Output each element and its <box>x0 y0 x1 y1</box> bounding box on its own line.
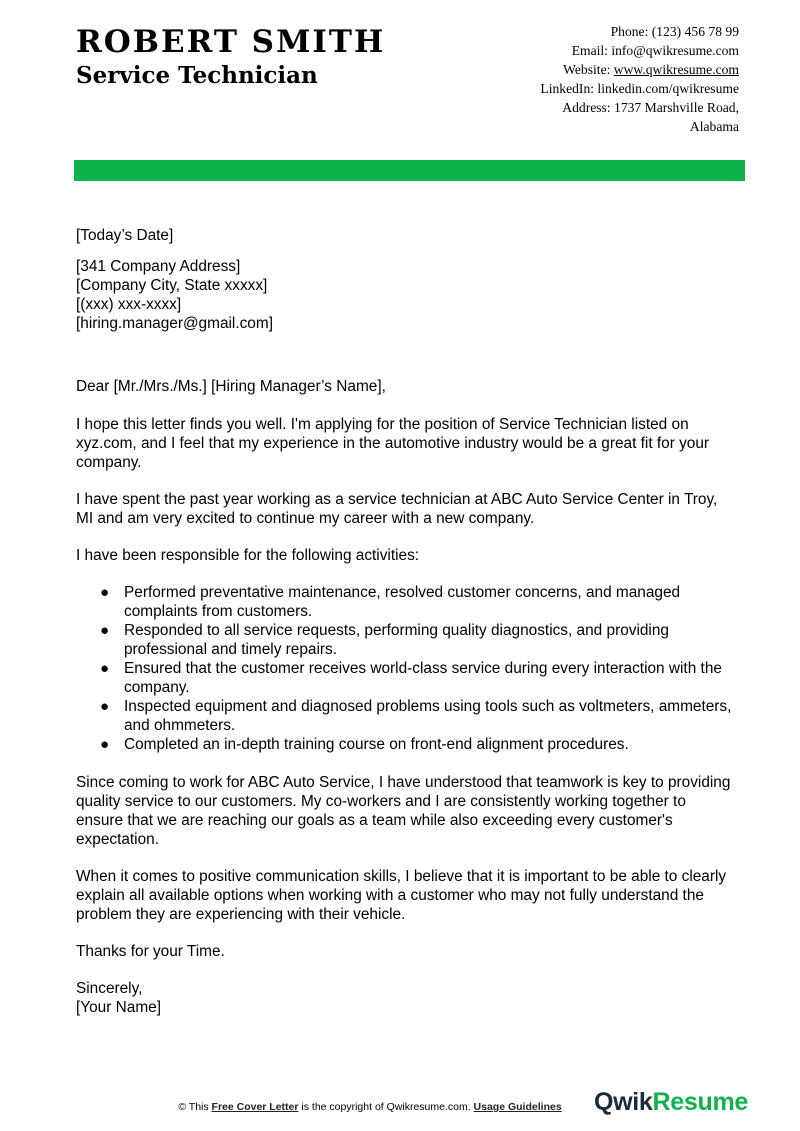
contact-linkedin: LinkedIn: linkedin.com/qwikresume <box>540 81 739 96</box>
closing: Sincerely, <box>76 980 143 997</box>
logo-part-resume: Resume <box>652 1088 749 1116</box>
bullet-icon: ● <box>100 736 110 753</box>
list-item <box>100 735 736 754</box>
signature: [Your Name] <box>76 999 161 1016</box>
header-accent-bar <box>74 160 745 181</box>
list-item <box>100 583 736 621</box>
recipient-line: [(xxx) xxx-xxxx] <box>76 296 182 313</box>
bullet-icon: ● <box>100 660 110 677</box>
letter-body <box>76 226 736 1017</box>
footer-middle: is the copyright of Qwikresume.com. <box>298 1101 474 1113</box>
letter-date: [Today’s Date] <box>76 227 174 244</box>
body-paragraph: When it comes to positive communication skills, I believe that it is important to be able to clearly explain all available options when working with a customer who may not fully understand the problem they are experiencing with their vehicle. <box>76 868 727 923</box>
usage-guidelines-link[interactable]: Usage Guidelines <box>473 1101 562 1113</box>
body-paragraph: I have spent the past year working as a service technician at ABC Auto Service Center in Troy, MI and am very excited to continue my career with a new company. <box>76 491 718 527</box>
list-item <box>100 697 736 735</box>
free-cover-letter-link[interactable]: Free Cover Letter <box>211 1101 299 1113</box>
bullet-icon: ● <box>100 698 110 715</box>
salutation: Dear [Mr./Mrs./Ms.] [Hiring Manager’s Name], <box>76 378 386 395</box>
list-item-text: Completed an in-depth training course on front-end alignment procedures. <box>124 736 629 753</box>
recipient-line: [Company City, State xxxxx] <box>76 277 268 294</box>
body-paragraph: Since coming to work for ABC Auto Service, I have understood that teamwork is key to providing quality service to our customers. My co-workers and I are consistently working together to ensure that we are reaching our goals as a team while also exceeding every customer's expectation. <box>76 774 731 848</box>
list-item-text: Inspected equipment and diagnosed problems using tools such as voltmeters, ammeters, and ohmmeters. <box>124 698 732 734</box>
bullet-icon: ● <box>100 584 110 601</box>
contact-phone: Phone: (123) 456 78 99 <box>610 24 739 39</box>
list-item-text: Responded to all service requests, performing quality diagnostics, and providing professional and timely repairs. <box>124 622 669 658</box>
contact-email: Email: info@qwikresume.com <box>571 43 739 58</box>
applicant-name: ROBERT SMITH <box>76 24 386 60</box>
responsibilities-list <box>76 583 736 754</box>
recipient-line: [341 Company Address] <box>76 258 241 275</box>
contact-address-line1: Address: 1737 Marshville Road, <box>562 100 739 115</box>
list-item-text: Performed preventative maintenance, resolved customer concerns, and managed complaints from customers. <box>124 584 681 620</box>
list-item-text: Ensured that the customer receives world-class service during every interaction with the company. <box>124 660 722 696</box>
bullet-icon: ● <box>100 622 110 639</box>
recipient-line: [hiring.manager@gmail.com] <box>76 315 273 332</box>
recipient-address <box>76 257 736 333</box>
list-item <box>100 659 736 697</box>
body-paragraph: I hope this letter finds you well. I'm applying for the position of Service Technician listed on xyz.com, and I feel that my experience in the automotive industry would be a great fit for your company. <box>76 416 710 471</box>
footer-prefix: © This <box>178 1101 212 1113</box>
qwikresume-logo <box>594 1086 748 1118</box>
closing-block <box>76 979 736 1017</box>
body-paragraph: I have been responsible for the following activities: <box>76 547 420 564</box>
contact-block <box>439 22 739 136</box>
list-item <box>100 621 736 659</box>
job-title: Service Technician <box>76 62 318 89</box>
logo-part-qwik: Qwik <box>594 1088 653 1116</box>
body-paragraph: Thanks for your Time. <box>76 943 225 960</box>
contact-website-label: Website: <box>563 62 614 77</box>
contact-address-line2: Alabama <box>689 119 739 134</box>
contact-website-row <box>439 60 739 79</box>
website-link[interactable]: www.qwikresume.com <box>613 62 739 77</box>
